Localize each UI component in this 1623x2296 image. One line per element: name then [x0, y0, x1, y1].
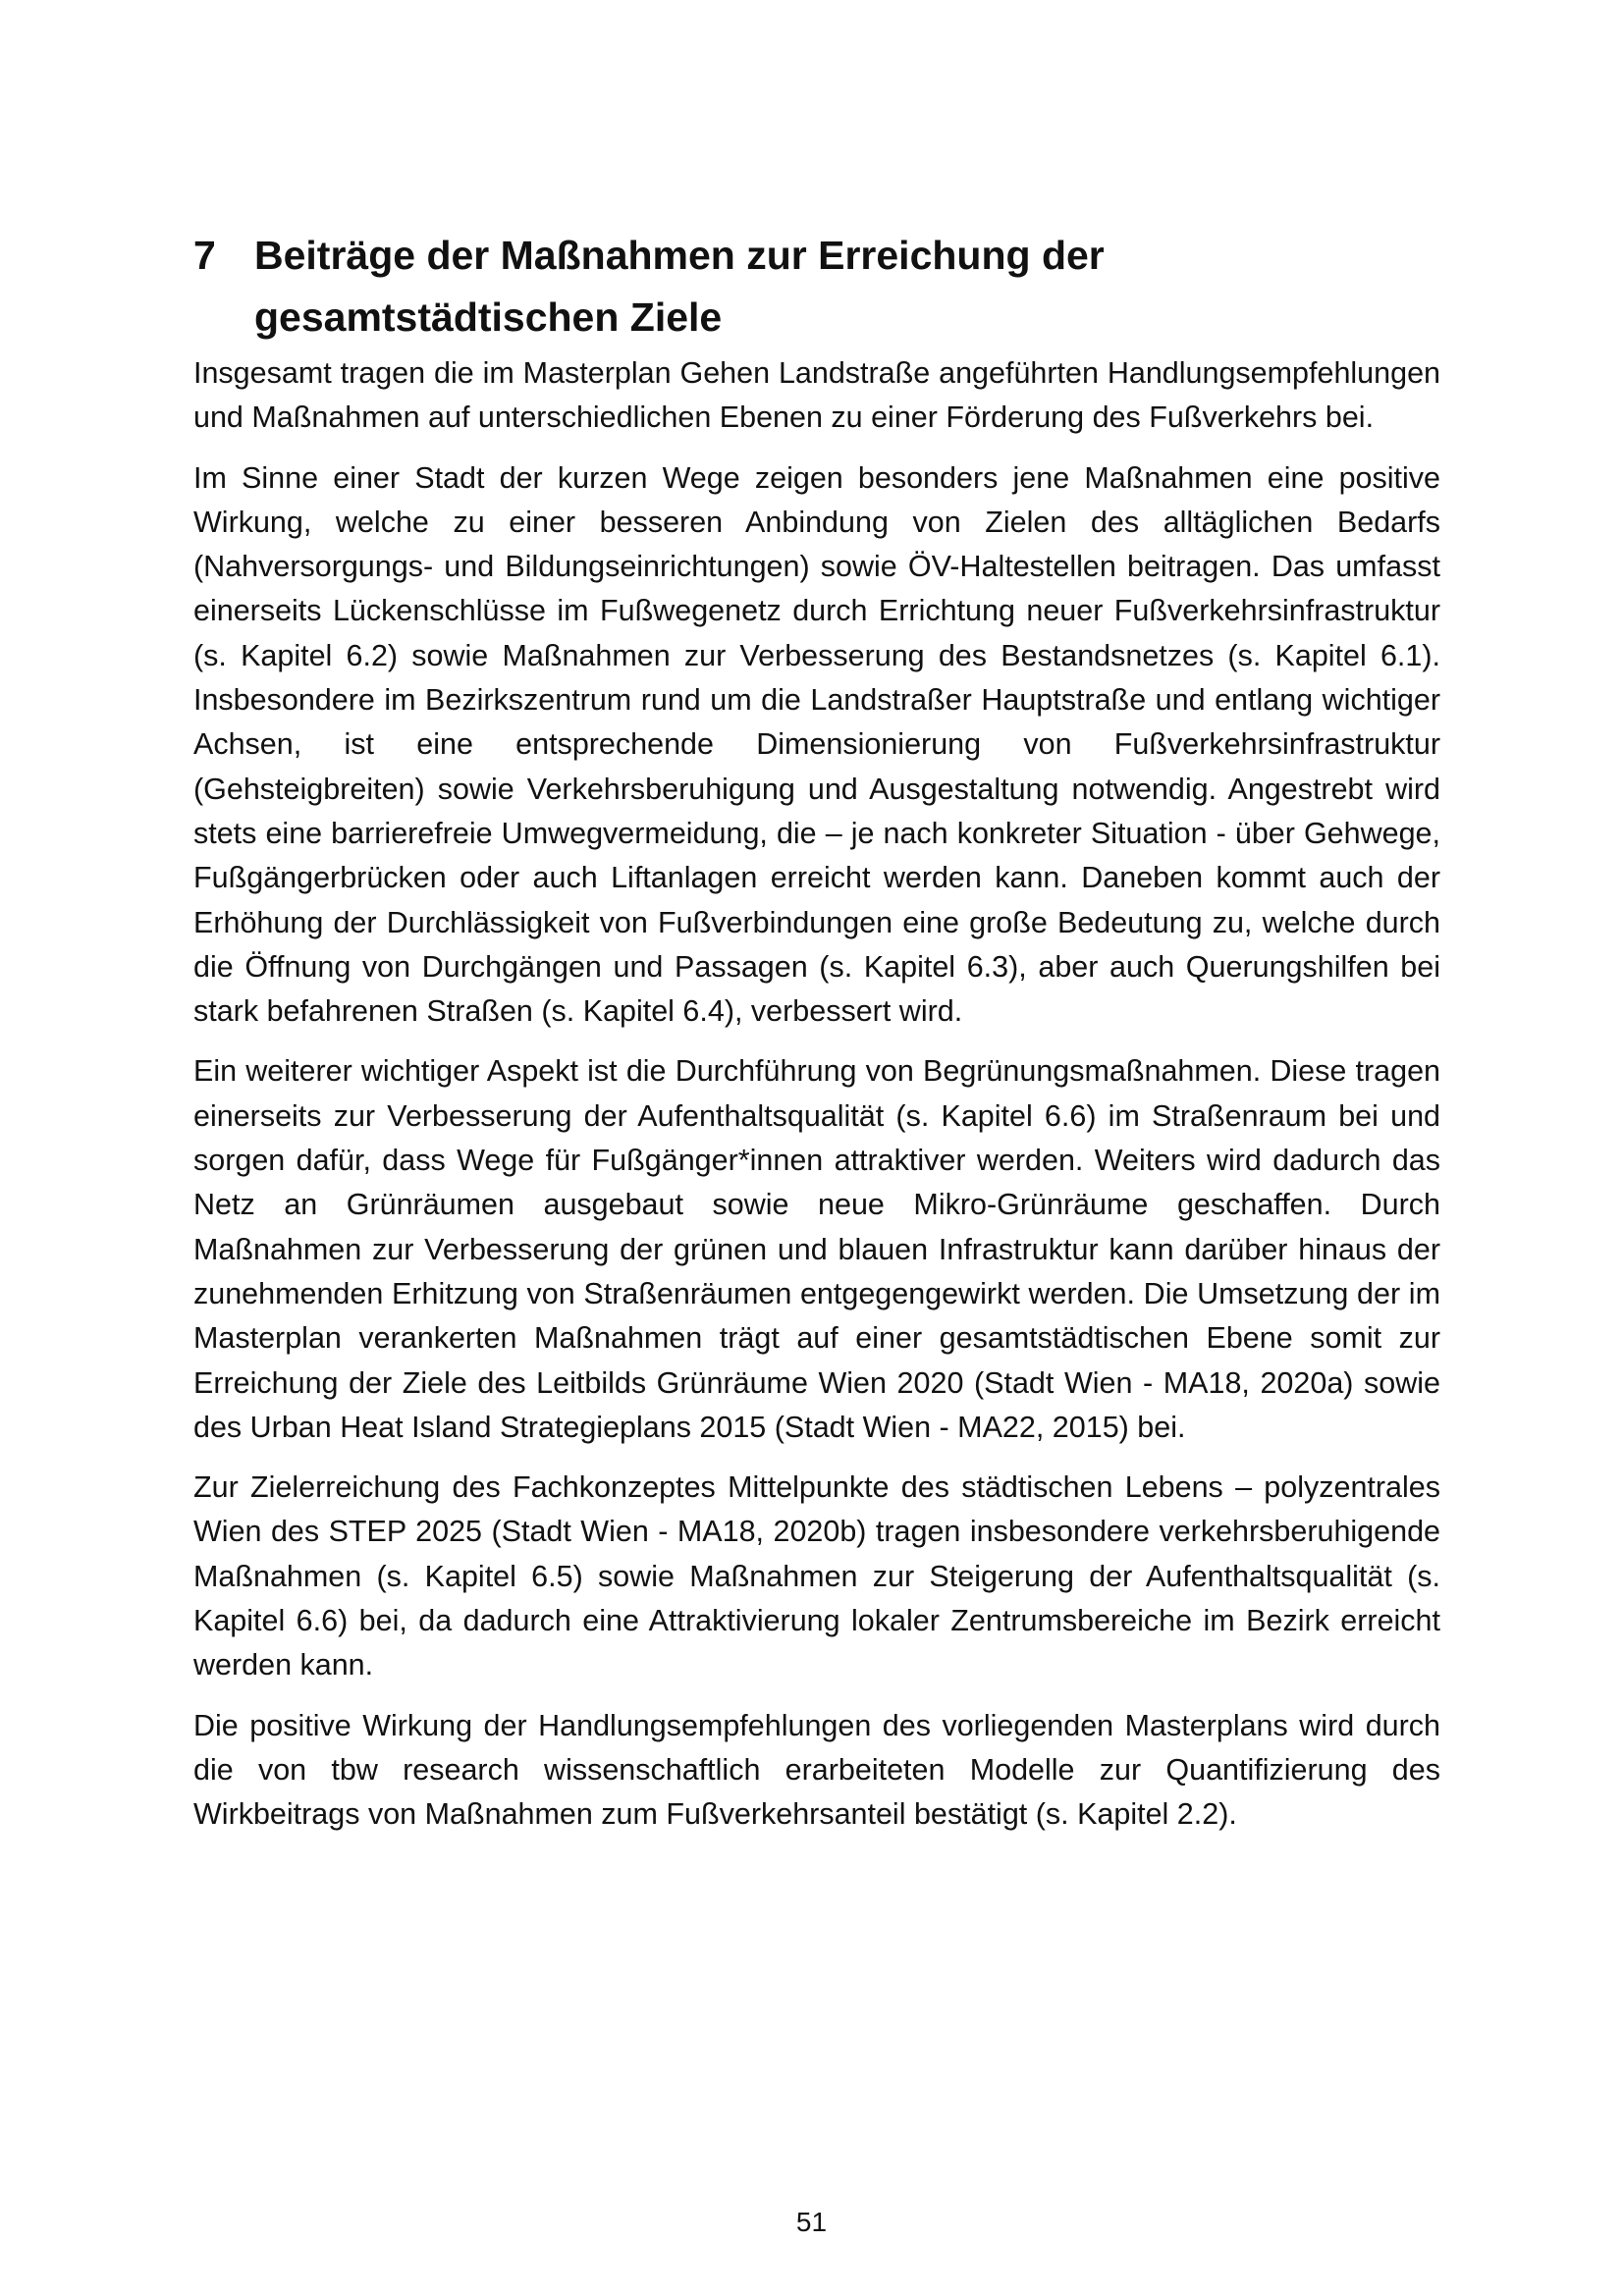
chapter-heading — [193, 225, 1440, 348]
paragraph: Ein weiterer wichtiger Aspekt ist die Durchführung von Begrünungsmaßnahmen. Diese tragen einerseits zur Verbesserung der Aufenthaltsqualität (s. Kapitel 6.6) im Straßenraum bei und sorgen dafür, dass Wege für Fußgänger*innen attraktiver werden. Weiters wird dadurch das Netz an Grünräumen ausgebaut sowie neue Mikro-Grünräume geschaffen. Durch Maßnahmen zur Verbesserung der grünen und blauen Infrastruktur kann darüber hinaus der zunehmenden Erhitzung von Straßenräumen entgegengewirkt werden. Die Umsetzung der im Masterplan verankerten Maßnahmen trägt auf einer gesamtstädtischen Ebene somit zur Erreichung der Ziele des Leitbilds Grünräume Wien 2020 (Stadt Wien - MA18, 2020a) sowie des Urban Heat Island Strategieplans 2015 (Stadt Wien - MA22, 2015) bei. — [193, 1054, 1440, 1444]
chapter-title: Beiträge der Maßnahmen zur Erreichung der gesamtstädtischen Ziele — [254, 233, 1105, 341]
paragraph: Im Sinne einer Stadt der kurzen Wege zeigen besonders jene Maßnahmen eine positive Wirkung, welche zu einer besseren Anbindung von Zielen des alltäglichen Bedarfs (Nahversorgungs- und Bildungseinrichtungen) sowie ÖV-Haltestellen beitragen. Das umfasst einerseits Lückenschlüsse im Fußwegenetz durch Errichtung neuer Fußverkehrsinfrastruktur (s. Kapitel 6.2) sowie Maßnahmen zur Verbesserung des Bestandsnetzes (s. Kapitel 6.1). Insbesondere im Bezirkszentrum rund um die Landstraßer Hauptstraße und entlang wichtiger Achsen, ist eine entsprechende Dimensionierung von Fußverkehrsinfrastruktur (Gehsteigbreiten) sowie Verkehrsberuhigung und Ausgestaltung notwendig. Angestrebt wird stets eine barrierefreie Umwegvermeidung, die – je nach konkreter Situation - über Gehwege, Fußgängerbrücken oder auch Liftanlagen erreicht werden kann. Daneben kommt auch der Erhöhung der Durchlässigkeit von Fußverbindungen eine große Bedeutung zu, welche durch die Öffnung von Durchgängen und Passagen (s. Kapitel 6.3), aber auch Querungshilfen bei stark befahrenen Straßen (s. Kapitel 6.4), verbessert wird. — [193, 460, 1440, 1029]
paragraph: Die positive Wirkung der Handlungsempfehlungen des vorliegenden Masterplans wird durch die von tbw research wissenschaftlich erarbeiteten Modelle zur Quantifizierung des Wirkbeitrags von Maßnahmen zum Fußverkehrsanteil bestätigt (s. Kapitel 2.2). — [193, 1708, 1440, 1832]
body-text — [193, 351, 1440, 1853]
chapter-number: 7 — [193, 233, 216, 279]
paragraph: Insgesamt tragen die im Masterplan Gehen Landstraße angeführten Handlungsempfehlungen und Maßnahmen auf unterschiedlichen Ebenen zu einer Förderung des Fußverkehrs bei. — [193, 356, 1440, 435]
page-number: 51 — [795, 2207, 828, 2237]
paragraph: Zur Zielerreichung des Fachkonzeptes Mittelpunkte des städtischen Lebens – polyzentrales Wien des STEP 2025 (Stadt Wien - MA18, 2020b) tragen insbesondere verkehrsberuhigende Maßnahmen (s. Kapitel 6.5) sowie Maßnahmen zur Steigerung der Aufenthaltsqualität (s. Kapitel 6.6) bei, da dadurch eine Attraktivierung lokaler Zentrumsbereiche im Bezirk erreicht werden kann. — [193, 1470, 1440, 1682]
